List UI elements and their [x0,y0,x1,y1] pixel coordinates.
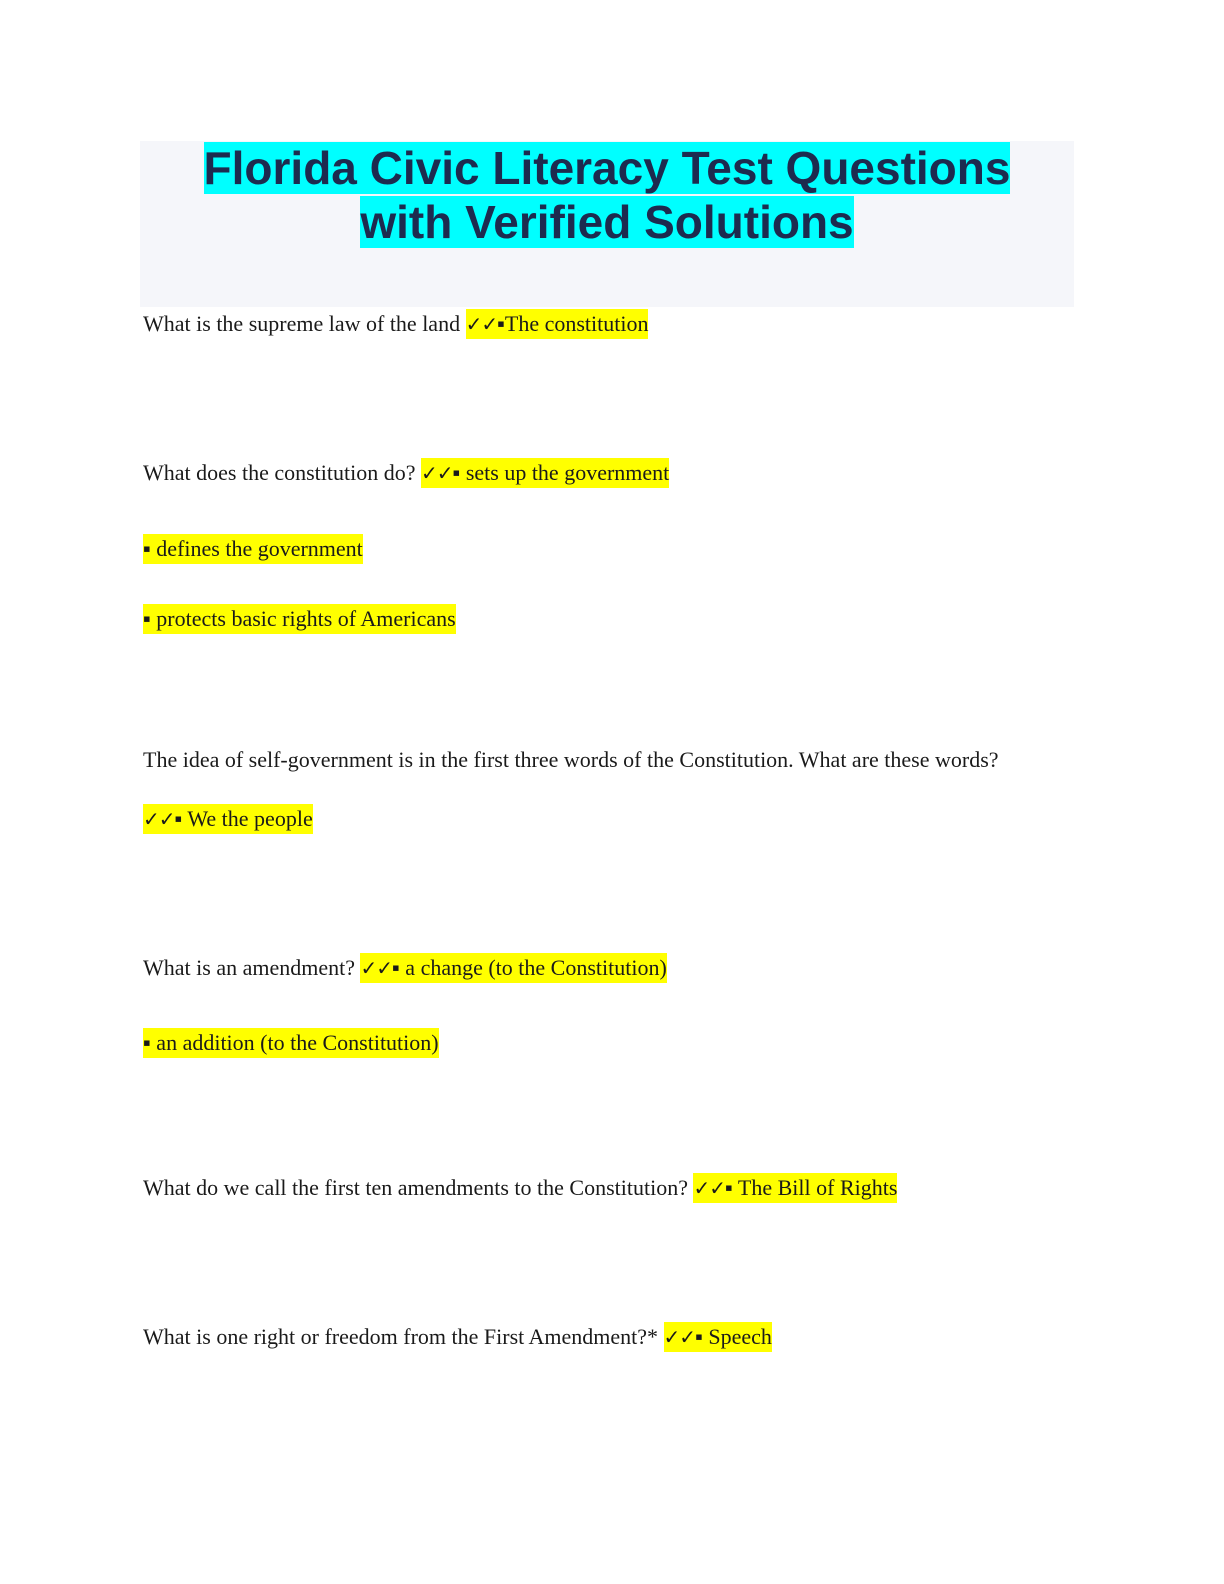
question-line [143,746,999,774]
answer-text: ▪ sets up the government [452,460,670,485]
answer-highlight [421,458,669,488]
qa-item [143,954,667,982]
qa-item [143,459,669,487]
answer-text: ▪ protects basic rights of Americans [143,604,456,634]
question-text: The idea of self-government is in the first three words of the Constitution. What are these words? [143,747,999,772]
check-mark-icon: ✓✓ [663,1325,696,1349]
check-mark-icon: ✓✓ [465,312,498,336]
check-mark-icon: ✓✓ [693,1176,725,1200]
answer-text: ▪ an addition (to the Constitution) [143,1028,439,1058]
answer-highlight [143,804,313,834]
qa-item [143,310,648,338]
title-line-2: with Verified Solutions [360,196,854,248]
answer-text: ▪ Speech [695,1324,772,1349]
answer-text: ▪ We the people [174,806,313,831]
check-mark-icon: ✓✓ [421,461,453,485]
answer-text: ▪ The Bill of Rights [725,1175,898,1200]
question-text: What do we call the first ten amendments to the Constitution? [143,1175,694,1200]
check-mark-icon: ✓✓ [360,956,392,980]
question-text: What is the supreme law of the land [143,311,466,336]
answer-continuation [143,605,456,633]
answer-continuation [143,1029,439,1057]
answer-line [143,805,313,833]
answer-highlight [693,1173,897,1203]
document-title [140,141,1074,249]
answer-highlight [466,309,649,339]
answer-text: ▪ defines the government [143,534,363,564]
answer-text: ▪ a change (to the Constitution) [392,955,667,980]
question-text: What does the constitution do? [143,460,421,485]
qa-item [143,1323,772,1351]
answer-highlight [664,1322,772,1352]
qa-item [143,1174,897,1202]
question-text: What is an amendment? [143,955,361,980]
question-text: What is one right or freedom from the First Amendment?* [143,1324,664,1349]
answer-highlight [360,953,666,983]
answer-continuation [143,535,363,563]
answer-text: ▪The constitution [497,311,649,336]
title-line-1: Florida Civic Literacy Test Questions [203,142,1011,194]
check-mark-icon: ✓✓ [143,807,175,831]
